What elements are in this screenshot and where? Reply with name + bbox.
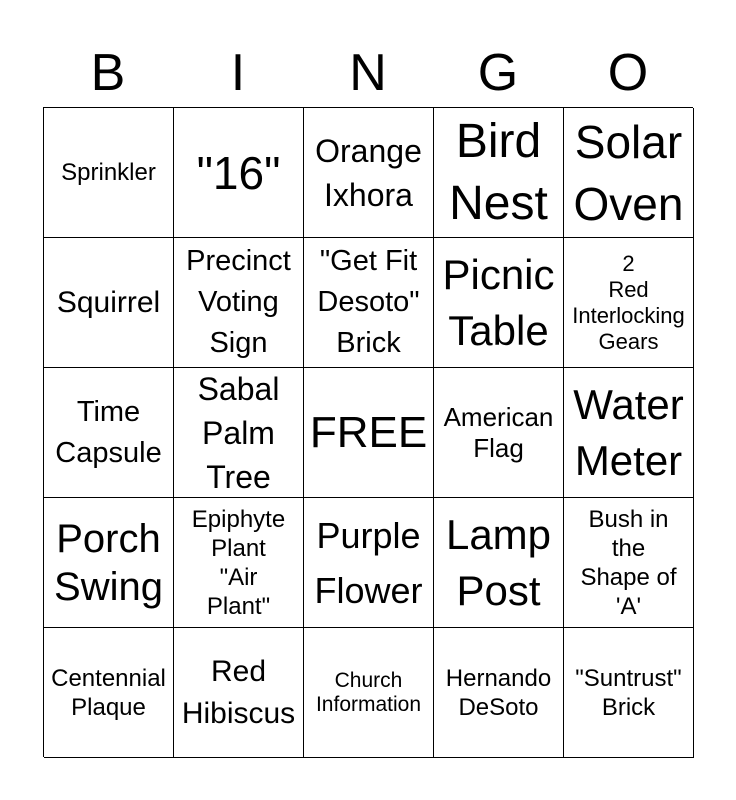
cell-label: "Suntrust" Brick bbox=[575, 664, 682, 721]
bingo-cell-r3-c2[interactable] bbox=[174, 368, 304, 498]
bingo-cell-r1-c3[interactable] bbox=[304, 108, 434, 238]
header-letter-i: I bbox=[230, 44, 246, 102]
bingo-cell-r3-c1[interactable] bbox=[44, 368, 174, 498]
bingo-cell-r5-c4[interactable] bbox=[434, 628, 564, 758]
cell-label: Epiphyte Plant "Air Plant" bbox=[191, 505, 286, 620]
bingo-cell-r4-c5[interactable] bbox=[564, 498, 694, 628]
bingo-cell-r2-c1[interactable] bbox=[44, 238, 174, 368]
bingo-cell-r1-c1[interactable] bbox=[44, 108, 174, 238]
cell-label: Purple Flower bbox=[314, 514, 423, 611]
cell-label: Lamp Post bbox=[445, 510, 552, 614]
cell-label: Bush in the Shape of 'A' bbox=[580, 505, 677, 620]
cell-label: Bird Nest bbox=[449, 114, 548, 230]
cell-label: Solar Oven bbox=[573, 115, 684, 230]
bingo-header bbox=[43, 38, 693, 108]
bingo-cell-r2-c2[interactable] bbox=[174, 238, 304, 368]
header-letter-b: B bbox=[90, 44, 126, 102]
bingo-cell-r1-c5[interactable] bbox=[564, 108, 694, 238]
cell-label: Squirrel bbox=[56, 285, 161, 319]
bingo-cell-r5-c1[interactable] bbox=[44, 628, 174, 758]
cell-label: American Flag bbox=[443, 401, 554, 463]
header-letter-g: G bbox=[477, 44, 519, 102]
bingo-cell-r1-c2[interactable] bbox=[174, 108, 304, 238]
cell-label: Red Hibiscus bbox=[181, 654, 296, 730]
bingo-cell-r4-c3[interactable] bbox=[304, 498, 434, 628]
bingo-cell-r4-c2[interactable] bbox=[174, 498, 304, 628]
cell-label: Picnic Table bbox=[442, 250, 555, 354]
bingo-cell-r2-c3[interactable] bbox=[304, 238, 434, 368]
bingo-cell-r5-c3[interactable] bbox=[304, 628, 434, 758]
bingo-cell-r4-c4[interactable] bbox=[434, 498, 564, 628]
bingo-cell-r5-c5[interactable] bbox=[564, 628, 694, 758]
cell-label: 2 Red Interlocking Gears bbox=[572, 250, 685, 354]
cell-label: Orange Ixhora bbox=[315, 132, 422, 213]
cell-label: Sprinkler bbox=[61, 159, 156, 186]
bingo-cell-r2-c5[interactable] bbox=[564, 238, 694, 368]
header-letter-o: O bbox=[607, 44, 649, 102]
bingo-cell-r3-c5[interactable] bbox=[564, 368, 694, 498]
cell-label: "16" bbox=[196, 146, 281, 199]
bingo-cell-r3-c4[interactable] bbox=[434, 368, 564, 498]
cell-label: Church Information bbox=[315, 668, 422, 716]
cell-label: Water Meter bbox=[573, 380, 684, 484]
cell-label: Centennial Plaque bbox=[51, 664, 166, 721]
bingo-cell-r5-c2[interactable] bbox=[174, 628, 304, 758]
bingo-cell-r3-c3[interactable] bbox=[304, 368, 434, 498]
cell-label: Precinct Voting Sign bbox=[186, 245, 291, 359]
bingo-grid bbox=[43, 107, 693, 757]
cell-label: "Get Fit Desoto" Brick bbox=[317, 245, 420, 359]
cell-label: Time Capsule bbox=[55, 395, 162, 469]
bingo-cell-r1-c4[interactable] bbox=[434, 108, 564, 238]
cell-label: FREE bbox=[309, 407, 428, 457]
cell-label: Sabal Palm Tree bbox=[197, 370, 280, 495]
cell-label: Hernando DeSoto bbox=[445, 664, 552, 721]
bingo-cell-r2-c4[interactable] bbox=[434, 238, 564, 368]
cell-label: Porch Swing bbox=[54, 516, 163, 609]
bingo-cell-r4-c1[interactable] bbox=[44, 498, 174, 628]
header-letter-n: N bbox=[349, 44, 387, 102]
